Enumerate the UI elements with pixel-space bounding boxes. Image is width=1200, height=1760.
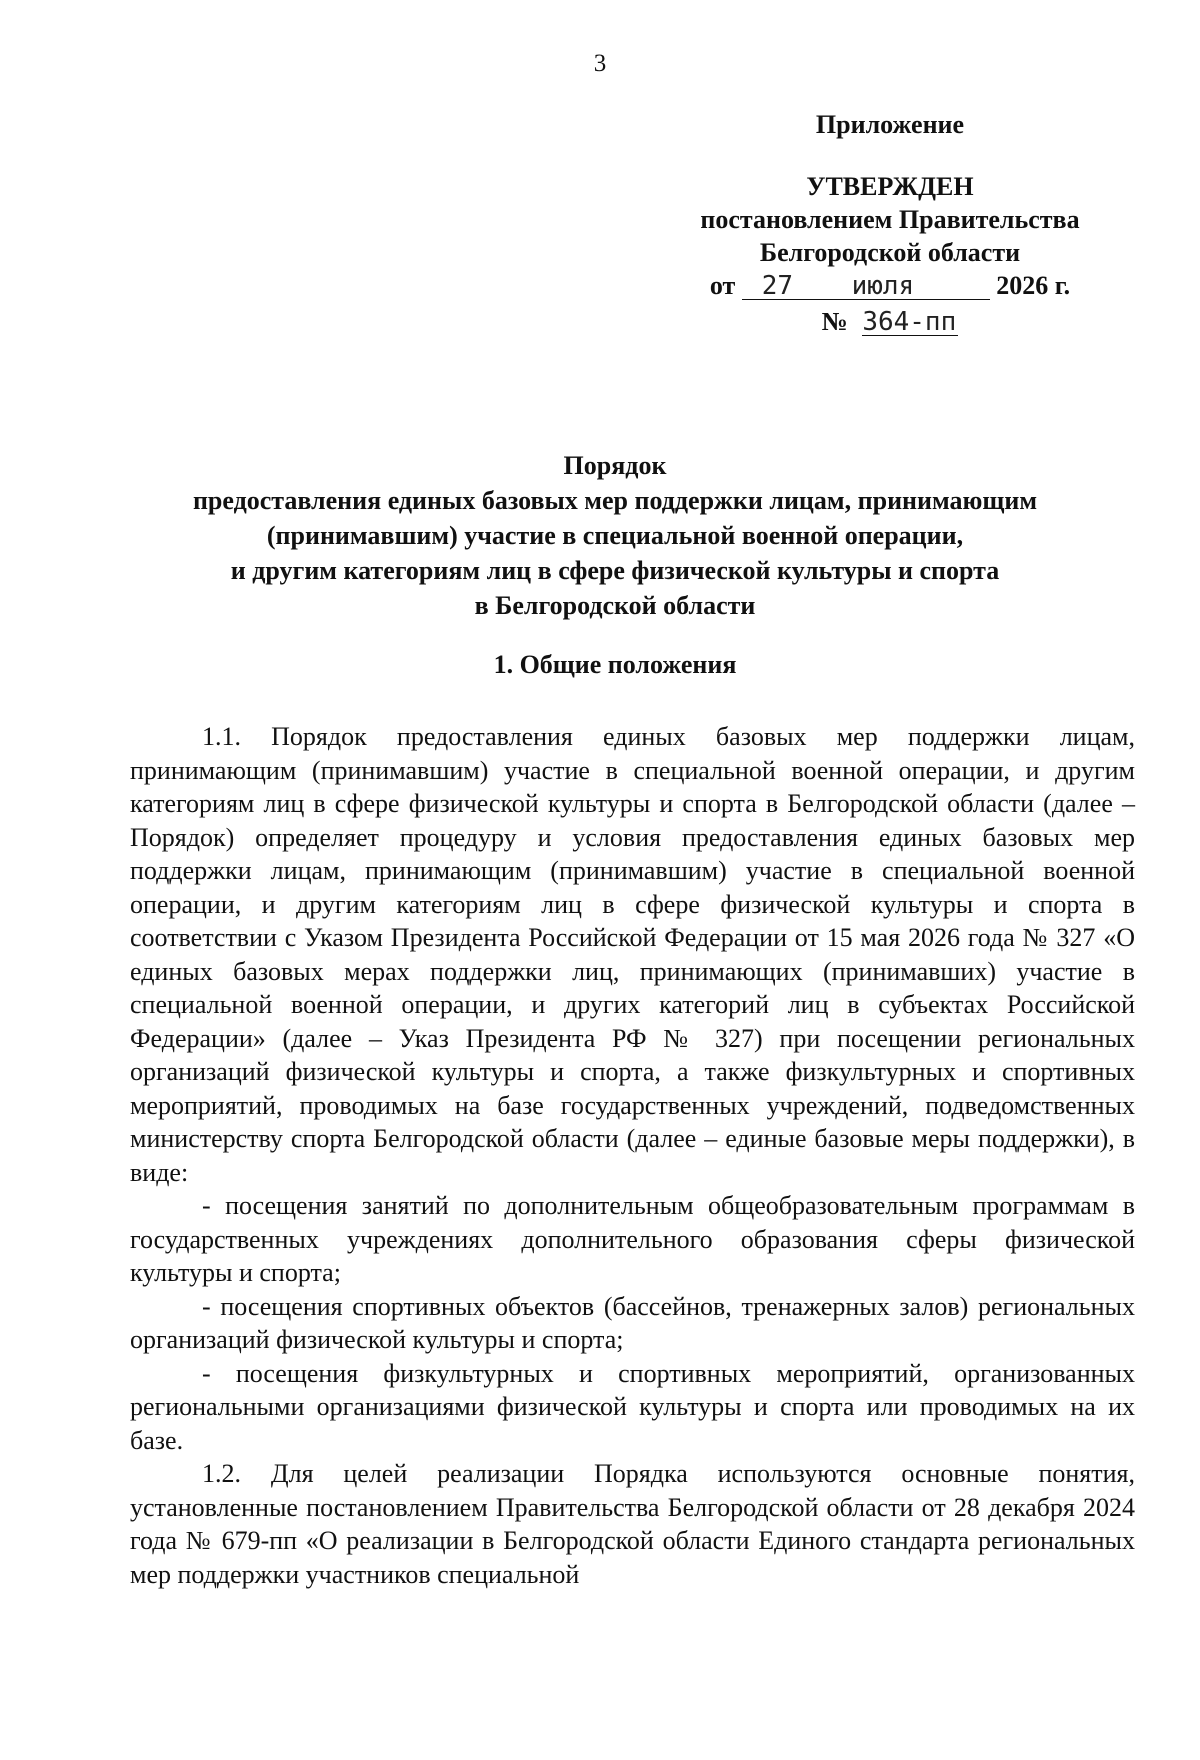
date-field: [742, 273, 990, 300]
appendix-label: Приложение: [815, 110, 965, 139]
date-month: июля: [851, 271, 915, 301]
approval-date: [680, 273, 1100, 309]
date-prefix: от: [709, 271, 736, 300]
list-item-2: - посещения спортивных объектов (бассейнов, тренажерных залов) региональных организаций физической культуры и спорта;: [130, 1291, 1135, 1354]
section-heading: 1. Общие положения: [493, 650, 737, 679]
number-prefix: №: [821, 307, 848, 336]
title-line-2: предоставления единых базовых мер поддержки лицам, принимающим: [192, 486, 1038, 515]
document-title: [130, 448, 1100, 623]
approval-number: [680, 309, 1100, 342]
page-number: 3: [593, 50, 607, 77]
title-line-4: и другим категориям лиц в сфере физической культуры и спорта: [230, 556, 1000, 585]
date-year: 2026 г.: [996, 271, 1071, 300]
title-line-5: в Белгородской области: [474, 591, 756, 620]
title-line-3: (принимавшим) участие в специальной военной операции,: [266, 521, 964, 550]
list-item-1: - посещения занятий по дополнительным общеобразовательным программам в государственных учреждениях дополнительного образования сферы физической культуры и спорта;: [130, 1191, 1135, 1287]
approval-line-1: постановлением Правительства: [700, 205, 1080, 234]
approval-line-2: Белгородской области: [759, 238, 1021, 267]
title-line-1: Порядок: [563, 451, 667, 480]
number-field: [862, 309, 958, 336]
paragraph-1-2: 1.2. Для целей реализации Порядка используются основные понятия, установленные постановлением Правительства Белгородской области от 28 декабря 2024 года № 679-пп «О реализации в Белгородской области Единого стандарта региональных мер поддержки участников специальной: [130, 1459, 1135, 1589]
body-text: [130, 720, 1135, 1591]
list-item-3: - посещения физкультурных и спортивных мероприятий, организованных региональными организациями физической культуры и спорта или проводимых на их базе.: [130, 1358, 1135, 1455]
date-day: 27: [761, 271, 794, 301]
number-value: 364-пп: [862, 307, 957, 337]
paragraph-1-1: 1.1. Порядок предоставления единых базовых мер поддержки лицам, принимающим (принимавшим) участие в специальной военной операции, и другим категориям лиц в сфере физической культуры и спорта в Белгородской области (далее – Порядок) определяет процедуру и условия предоставления единых базовых мер поддержки лицам, принимающим (принимавшим) участие в специальной военной операции, и другим категориям лиц в сфере физической культуры и спорта в соответствии с Указом Президента Российской Федерации от 15 мая 2026 года № 327 «О единых базовых мерах поддержки лиц, принимающих (принимавших) участие в специальной военной операции, и других категорий лиц в субъектах Российской Федерации» (далее – Указ Президента РФ № 327) при посещении региональных организаций физической культуры и спорта, а также физкультурных и спортивных мероприятий, проводимых на базе государственных учреждений, подведомственных министерству спорта Белгородской области (далее – единые базовые меры поддержки), в виде:: [130, 722, 1135, 1187]
approved-label: УТВЕРЖДЕН: [806, 172, 974, 201]
approval-block: [680, 112, 1100, 342]
